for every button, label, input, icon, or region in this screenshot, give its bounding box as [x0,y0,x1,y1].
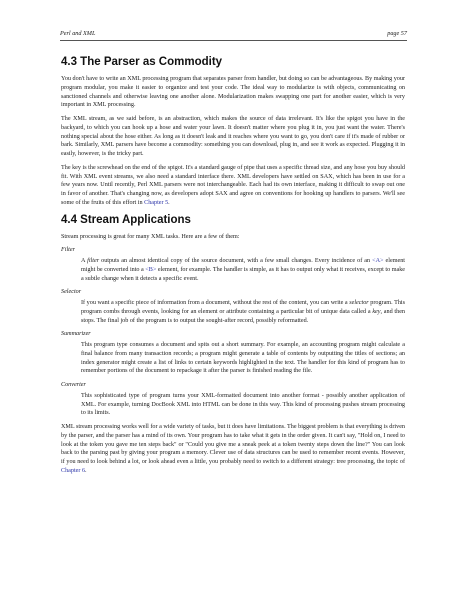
paragraph-sax-text: The key is the screwhead on the end of the spigot. It's a standard gauge of pipe that uses a specific thread size, and any hose you buy should fit. With XML event streams, we also need a standard interface there. XML developers have settled on SAX, which has been in use for a few years now. Until recently, Perl XML parsers were not interchangeable. Each had its own interface, making it difficult to swap out one in favor of another. That's changing now, as developers adopt SAX and agree on conventions for hooking up handlers to parsers. We'll see some of the fruits of this effort in [61,164,405,206]
header-rule [60,40,407,41]
paragraph-limitations-end: . [85,467,87,474]
filter-text-a: A [81,258,88,264]
term-selector: Selector [61,289,82,296]
definition-summarizer: This program type consumes a document and spits out a short summary. For example, an accounting program might calculate a final balance from many transaction records; a program might generate a table of contents by outputting the titles of sections; an index generator might create a list of links to certain keywords highlighted in the text. The handler for this kind of program has to remember portions of the document to repackage it after the parser is finished reading the file. [81,342,405,375]
paragraph-intro: Stream processing is great for many XML tasks. Here are a few of them: [61,233,240,240]
term-summarizer: Summarizer [61,331,91,338]
filter-text-b: outputs an almost identical copy of the source document, with a few small changes. Every incidence of an [99,258,373,264]
filter-emphasis: filter [87,258,100,264]
page-number: page 57 [387,30,407,37]
filter-text-c: element might be converted into a [81,258,405,273]
book-title: Perl and XML [60,30,96,37]
filter-text-d: element, for example. The handler is simple, as it has to output only what it receives, except to make a subtle change when it detects a specific event. [81,266,406,282]
running-header [60,30,407,38]
selector-emphasis: selector [349,300,369,306]
key-emphasis: key [372,308,381,315]
element-tag-a: <A> [372,258,384,264]
selector-text-c: , and then stops. The final job of the program is to output the sought-after record, possibly reformatted. [81,308,405,324]
paragraph-sax-end: . [168,199,170,206]
paragraph-modularity: You don't have to write an XML processing program that separates parser from handler, but doing so can be advantageous. By making your program modular, you make it easier to organize and test your code. The ideal way to modularize is with objects, communicating on sanctioned channels and otherwise leaving one another alone. Modularization makes swapping one part for another easier, which is very important in XML processing. [61,76,405,109]
paragraph-spigot: The XML stream, as we said before, is an abstraction, which makes the source of data irrelevant. It's like the spigot you have in the backyard, to which you can hook up a hose and water your lawn. It doesn't matter where you plug it in, you just want the water. There's nothing special about the hose either. As long as it doesn't leak and it reaches where you want to go, you don't care if it's made of rubber or bark. Similarly, XML parsers have become a commodity: something you can download, plug in, and see it work as expected. Plugging it in easily, however, is the tricky part. [61,116,405,157]
element-tag-b: <B> [145,266,157,273]
paragraph-limitations-text: XML stream processing works well for a wide variety of tasks, but it does have limitations. The biggest problem is that everything is driven by the parser, and the parser has a mind of its own. Your program has to take what it gets in the order given. It can't say, "Hold on, I need to look at the token you gave me ten steps back" or "Could you give me a sneak peek at a token twenty steps down the line?" You can look back to the parsing past by giving your program a memory. Clever use of data structures can be used to remember recent events. However, if you need to look behind a lot, or look ahead even a little, you probably need to switch to a different strategy: tree processing, the topic of [61,424,405,465]
paragraph-limitations [61,423,405,476]
selector-text-a: If you want a specific piece of information from a document, without the rest of the content, you can write a [81,300,350,306]
chapter-5-link[interactable]: Chapter 5 [144,199,169,206]
section-heading-parser-commodity: 4.3 The Parser as Commodity [61,56,223,68]
term-converter: Converter [61,382,86,388]
selector-text-b: program. This program combs through events, looking for an element or attribute containing a particular bit of unique data called a [81,300,405,315]
definition-converter: This sophisticated type of program turns your XML-formatted document into another format - possibly another application of XML. For example, turning DocBook XML into HTML can be done in this way. This kind of processing pushes stream processing to its limits. [81,392,405,417]
term-filter: Filter [61,247,75,254]
paragraph-sax [61,164,405,208]
section-heading-stream-applications: 4.4 Stream Applications [61,213,191,226]
page-content [61,55,405,481]
definition-selector [81,299,405,325]
definition-filter [81,257,405,283]
chapter-6-link[interactable]: Chapter 6 [61,467,86,474]
